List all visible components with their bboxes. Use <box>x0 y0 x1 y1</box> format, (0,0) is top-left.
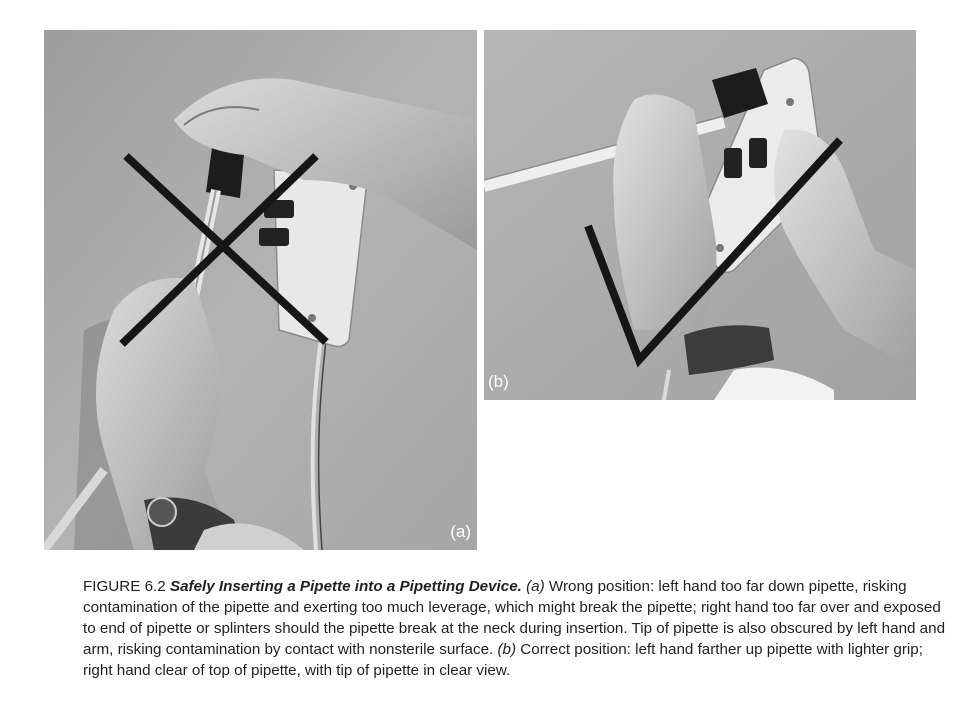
photo-b-illustration <box>484 30 916 400</box>
photo-a-illustration <box>44 30 477 550</box>
caption-part-b-label: (b) <box>497 641 517 658</box>
photo-panel-b <box>484 30 916 400</box>
panel-b-label: (b) <box>488 372 509 391</box>
photo-panel-a <box>44 30 477 550</box>
caption-part-a-text: Wrong position: left hand too far down pipette, risking contamination of the pipette and exerting too much leverage, which might break the pipette; right hand too far over and exposed to end of pipette or splinters should the pipette break at the neck during insertion. Tip of pipette is also obscured by left hand and arm, risking contamination by contact with nonsterile surface. <box>83 578 946 658</box>
figure-caption <box>83 576 953 681</box>
figure-title: Safely Inserting a Pipette into a Pipetting Device. <box>169 578 522 595</box>
figure-number: FIGURE 6.2 <box>83 578 166 595</box>
caption-part-a-label: (a) <box>526 578 545 595</box>
caption-part-b-text: Correct position: left hand farther up pipette with lighter grip; right hand clear of top of pipette, with tip of pipette in clear view. <box>83 641 923 679</box>
panel-a-label: (a) <box>450 522 471 541</box>
